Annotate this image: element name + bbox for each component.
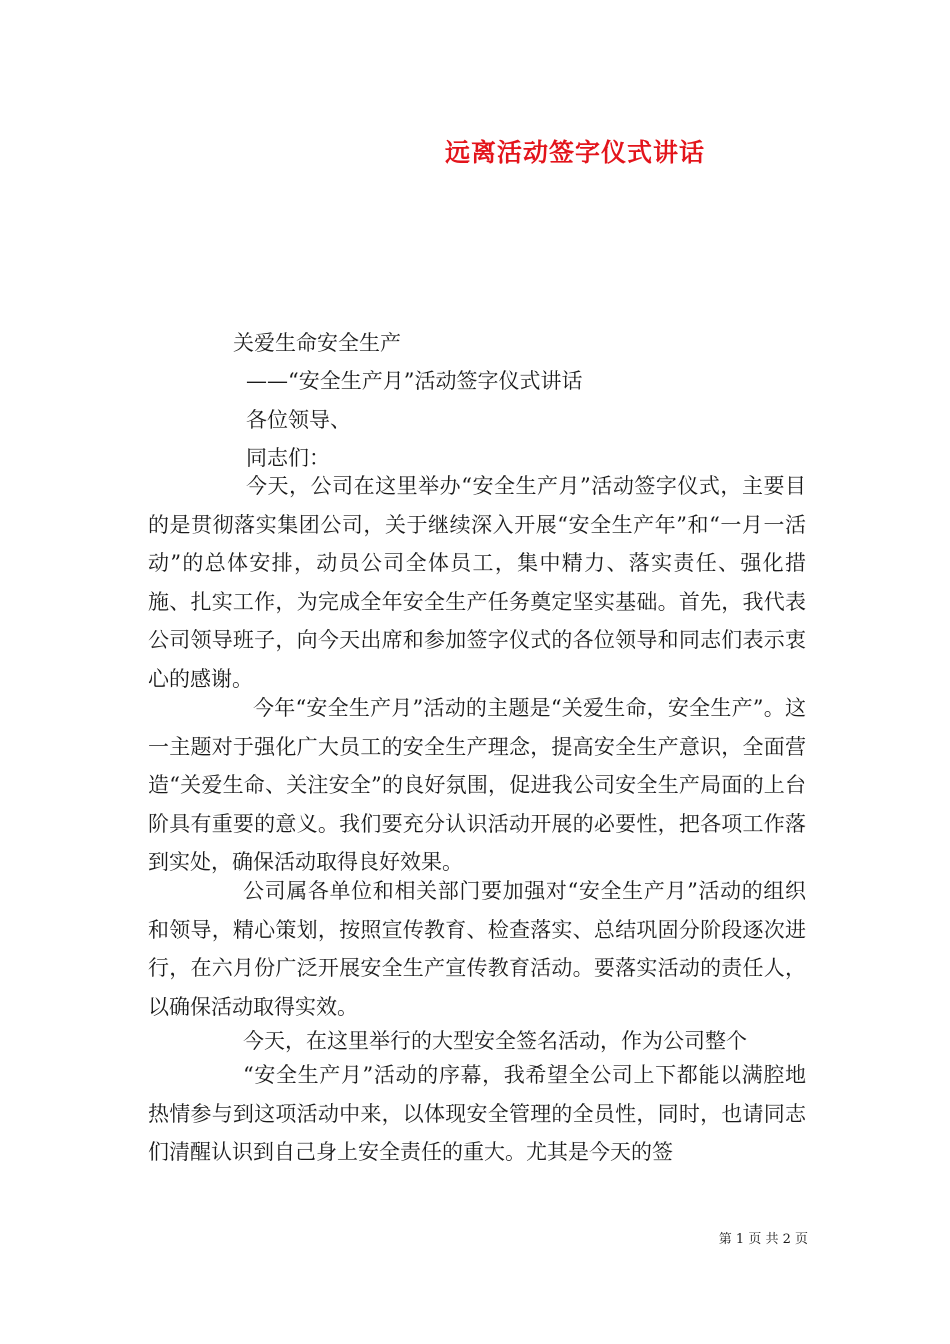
paragraph-1: 今天，公司在这里举办“安全生产月”活动签字仪式，主要目的是贯彻落实集团公司，关于继续深入开展“安全生产年”和“一月一活动”的总体安排，动员公司全体员工，集中精力、落实责任、强化措施、扎实工作，为完成全年安全生产任务奠定坚实基础。首先，我代表公司领导班子，向今天出席和参加签字仪式的各位领导和同志们表示衷心的感谢。 xyxy=(148,474,806,691)
paragraph-2: 今年“安全生产月”活动的主题是“关爱生命，安全生产”。这一主题对于强化广大员工的安全生产理念，提高安全生产意识，全面营造“关爱生命、关注安全”的良好氛围，促进我公司安全生产局面的上台阶具有重要的意义。我们要充分认识活动开展的必要性，把各项工作落到实处，确保活动取得良好效果。 xyxy=(148,696,806,874)
salutation-leaders: 各位领导、 xyxy=(246,408,351,432)
document-title: 远离活动签字仪式讲话 xyxy=(444,138,705,167)
paragraph-4-line-1: 今天，在这里举行的大型安全签名活动，作为公司整个 xyxy=(243,1029,747,1053)
page-indicator: 第 1 页 共 2 页 xyxy=(718,1232,808,1247)
paragraph-4-continued: “安全生产月”活动的序幕，我希望全公司上下都能以满腔地热情参与到这项活动中来，以体现安全管理的全员性，同时，也请同志们清醒认识到自己身上安全责任的重大。尤其是今天的签 xyxy=(148,1063,806,1164)
salutation-comrades: 同志们： xyxy=(246,446,330,470)
speech-title-line: ——“安全生产月”活动签字仪式讲话 xyxy=(246,369,583,393)
paragraph-3: 公司属各单位和相关部门要加强对“安全生产月”活动的组织和领导，精心策划，按照宣传教育、检查落实、总结巩固分阶段逐次进行，在六月份广泛开展安全生产宣传教育活动。要落实活动的责任人，以确保活动取得实效。 xyxy=(148,879,806,1019)
subtitle-line: 关爱生命安全生产 xyxy=(233,331,401,355)
